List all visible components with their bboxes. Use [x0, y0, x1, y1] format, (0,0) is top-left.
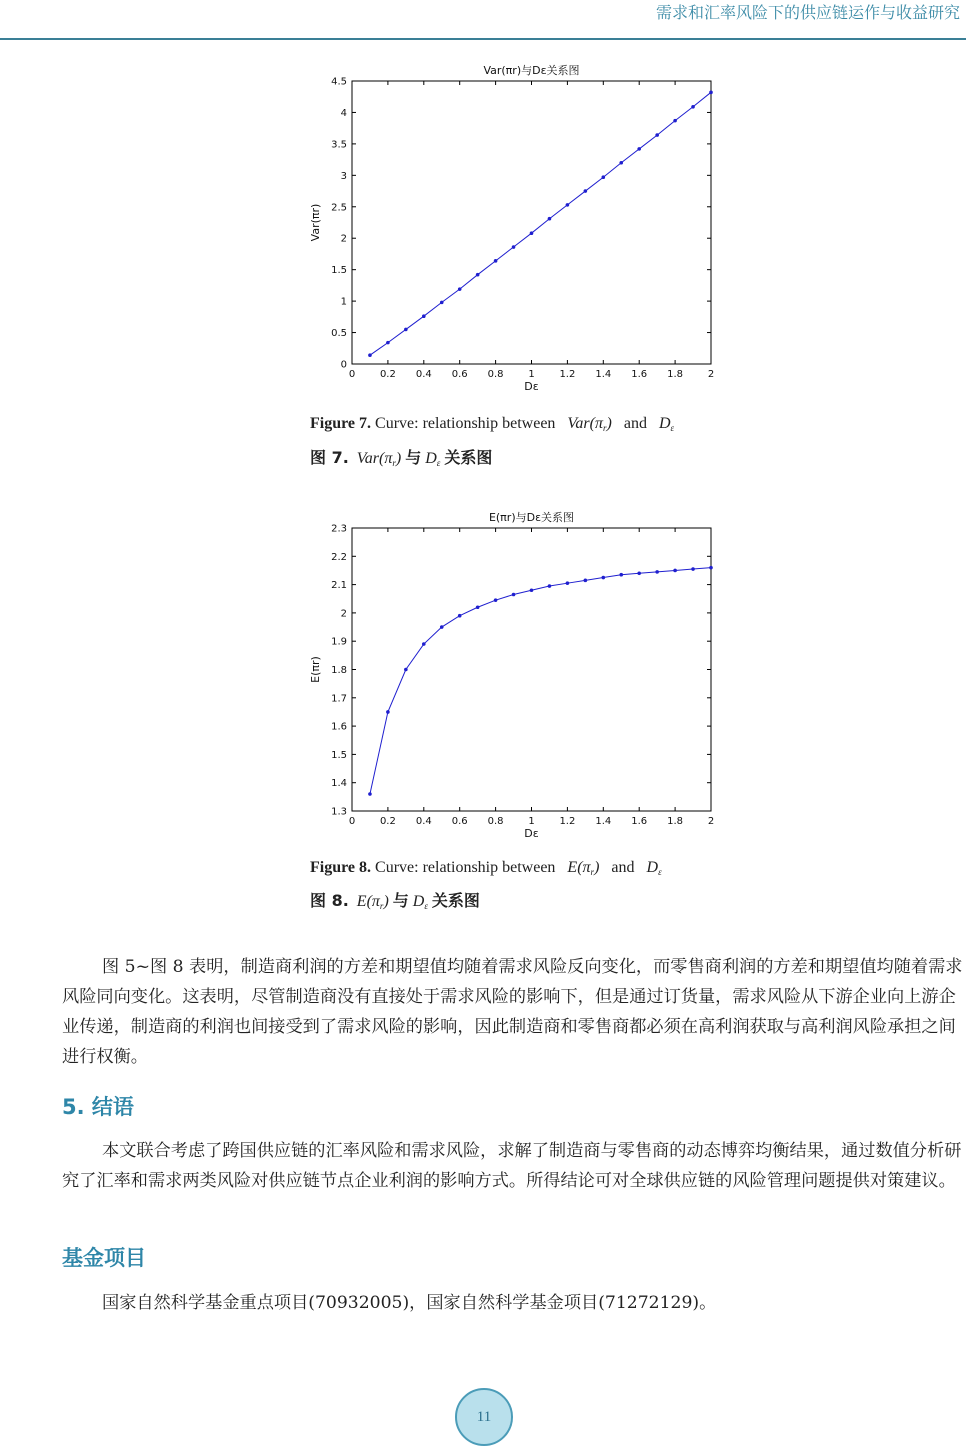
- figure-8-cn-math-left: E(π: [356, 893, 380, 910]
- paragraph-discussion: 图 5~图 8 表明，制造商利润的方差和期望值均随着需求风险反向变化，而零售商利润的方差和期望值均随着需求风险同向变化。这表明，尽管制造商没有直接处于需求风险的影响下，但是通过订货量，需求风险从下游企业向上游企业传递，制造商的利润也间接受到了需求风险的影响，因此制造商和零售商都必须在高利润获取与高利润风险承担之间进行权衡。: [62, 957, 963, 1067]
- x-tick-label: 0.2: [379, 816, 396, 827]
- data-point: [368, 353, 372, 357]
- x-tick-label: 2: [707, 816, 715, 827]
- x-axis-label: Dε: [524, 380, 539, 393]
- data-point: [458, 287, 462, 291]
- figure-7-and: and: [623, 415, 647, 432]
- figure-7-math-left-sub: r: [603, 423, 607, 433]
- figure-7-chart: [300, 56, 730, 396]
- figure-8-math-left-sub: r: [590, 867, 595, 877]
- data-point: [386, 710, 390, 714]
- y-tick-label: 1.4: [331, 778, 347, 790]
- x-tick-label: 1.6: [631, 816, 648, 827]
- figure-7-math-right-sub: ε: [670, 423, 675, 433]
- data-point: [584, 189, 588, 193]
- y-tick-label: 3.5: [331, 139, 347, 151]
- x-tick-label: 1: [528, 369, 535, 380]
- x-tick-label: 0.8: [487, 816, 504, 827]
- data-point: [530, 231, 534, 235]
- y-tick-label: 2.2: [331, 551, 347, 563]
- data-point: [494, 598, 498, 602]
- y-tick-label: 1: [340, 296, 347, 308]
- section-5-heading: 5. 结语: [62, 1095, 134, 1119]
- data-point: [584, 579, 588, 583]
- x-tick-label: 0.4: [415, 816, 432, 827]
- data-point: [494, 259, 498, 263]
- figure-8-label: Figure 8.: [310, 859, 372, 876]
- x-tick-label: 1.6: [631, 369, 648, 380]
- x-tick-label: 1.8: [667, 369, 684, 380]
- x-tick-label: 1.8: [667, 816, 684, 827]
- running-title: 需求和汇率风险下的供应链运作与收益研究: [655, 3, 960, 22]
- data-point: [404, 328, 408, 332]
- figure-8-cn-join: 与: [392, 891, 409, 910]
- data-point: [637, 571, 641, 575]
- data-point: [404, 668, 408, 672]
- y-tick-label: 1.5: [331, 749, 347, 761]
- y-tick-label: 2.5: [331, 202, 347, 214]
- y-tick-label: 4.5: [331, 76, 347, 88]
- figure-7-cn-math-right-sub: ε: [436, 458, 441, 468]
- x-tick-label: 2: [707, 369, 715, 380]
- data-point: [512, 593, 516, 597]
- figure-8-caption-en: [310, 859, 662, 877]
- header-rule: [0, 38, 966, 40]
- figure-8-cn-label: 图 8.: [310, 891, 349, 910]
- figure-8-math-left: E(π: [567, 859, 591, 876]
- figure-8-cn-math-right-sub: ε: [424, 901, 428, 911]
- figure-7-svg: [300, 56, 730, 396]
- plot-area: [352, 81, 711, 364]
- figure-8-chart: [300, 503, 730, 843]
- figure-8-math-right: D: [646, 859, 659, 876]
- data-point: [422, 642, 426, 646]
- chart-title: Var(πr)与Dε关系图: [483, 64, 580, 77]
- data-point: [512, 245, 516, 249]
- figure-8-cn-tail: 关系图: [431, 891, 480, 910]
- y-tick-label: 1.5: [331, 265, 347, 277]
- figure-7-cn-label: 图 7.: [310, 448, 349, 467]
- y-tick-label: 2: [340, 233, 347, 245]
- figure-8-cn-math-left-sub: r: [379, 901, 384, 911]
- y-tick-label: 1.9: [331, 636, 347, 648]
- data-point: [530, 588, 534, 592]
- data-point: [476, 605, 480, 609]
- y-tick-label: 0: [340, 359, 347, 371]
- figure-8-cn-math-right: D: [412, 893, 425, 910]
- y-tick-label: 2: [340, 608, 347, 620]
- x-axis-label: Dε: [524, 827, 539, 840]
- y-tick-label: 1.3: [331, 806, 347, 818]
- data-point: [440, 625, 444, 629]
- figure-7-caption-cn: [310, 445, 492, 468]
- figure-8-text: Curve: relationship between: [375, 859, 556, 876]
- paragraph-conclusion: 本文联合考虑了跨国供应链的汇率风险和需求风险，求解了制造商与零售商的动态博弈均衡结果，通过数值分析研究了汇率和需求两类风险对供应链节点企业利润的影响方式。所得结论可对全球供应链的风险管理问题提供对策建议。: [62, 1141, 962, 1191]
- data-point: [655, 570, 659, 574]
- x-tick-label: 0.6: [451, 369, 468, 380]
- data-point: [691, 105, 695, 109]
- figure-7-label: Figure 7.: [310, 415, 372, 432]
- data-point: [548, 217, 552, 221]
- page-number: 11: [455, 1388, 513, 1446]
- data-point: [619, 573, 623, 577]
- data-point: [422, 314, 426, 318]
- y-tick-label: 1.6: [331, 721, 347, 733]
- fund-heading: 基金项目: [62, 1246, 146, 1270]
- x-tick-label: 0.8: [487, 369, 504, 380]
- data-point: [619, 161, 623, 165]
- y-tick-label: 0.5: [331, 328, 347, 340]
- figure-7-cn-math-left-close: ): [395, 450, 402, 467]
- x-tick-label: 0: [348, 369, 356, 380]
- figure-7-cn-math-right: D: [425, 450, 437, 467]
- x-tick-label: 0.4: [415, 369, 432, 380]
- y-tick-label: 2.1: [331, 580, 347, 592]
- figure-8-caption-cn: [310, 888, 480, 911]
- data-point: [673, 119, 677, 123]
- data-point: [709, 566, 713, 570]
- x-tick-label: 1.2: [559, 369, 576, 380]
- y-tick-label: 2.3: [331, 523, 347, 535]
- x-tick-label: 1.2: [559, 816, 576, 827]
- figure-7-math-left: Var(π: [567, 415, 603, 432]
- data-point: [602, 576, 606, 580]
- figure-7-cn-math-left: Var(π: [356, 450, 393, 467]
- data-point: [368, 792, 372, 796]
- data-point: [566, 581, 570, 585]
- x-tick-label: 0.2: [379, 369, 396, 380]
- y-tick-label: 4: [340, 107, 347, 119]
- data-point: [637, 147, 641, 151]
- y-tick-label: 1.8: [331, 665, 347, 676]
- chart-title: E(πr)与Dε关系图: [488, 511, 575, 524]
- data-point: [673, 569, 677, 573]
- figure-7-cn-math-left-sub: r: [392, 458, 396, 468]
- x-tick-label: 1.4: [595, 816, 612, 827]
- figure-7-math-left-close: ): [606, 415, 612, 432]
- paragraph-funding: 国家自然科学基金重点项目(70932005)，国家自然科学基金项目(71272129)。: [102, 1293, 717, 1313]
- data-point: [566, 203, 570, 207]
- figure-7-math-right: D: [658, 415, 671, 432]
- x-tick-label: 1: [528, 816, 535, 827]
- x-tick-label: 0.6: [451, 816, 468, 827]
- figure-8-math-right-sub: ε: [658, 867, 662, 877]
- figure-7-caption-en: [310, 415, 674, 433]
- data-point: [602, 175, 606, 179]
- figure-7-cn-tail: 关系图: [444, 448, 493, 467]
- y-tick-label: 1.7: [331, 693, 347, 705]
- figure-8-svg: [300, 503, 730, 843]
- figure-8-and: and: [611, 859, 635, 876]
- y-axis-label: Var(πr): [309, 203, 322, 242]
- data-point: [476, 273, 480, 277]
- data-point: [548, 584, 552, 588]
- x-tick-label: 0: [348, 816, 356, 827]
- data-point: [386, 341, 390, 345]
- figure-7-text: Curve: relationship between: [375, 415, 556, 432]
- data-point: [655, 133, 659, 137]
- data-point: [691, 567, 695, 571]
- data-point: [440, 301, 444, 305]
- y-axis-label: E(πr): [309, 656, 322, 683]
- data-point: [709, 91, 713, 95]
- x-tick-label: 1.4: [595, 369, 612, 380]
- figure-8-math-left-close: ): [594, 859, 600, 876]
- y-tick-label: 3: [340, 170, 347, 182]
- data-point: [458, 614, 462, 618]
- figure-8-cn-math-left-close: ): [383, 893, 389, 910]
- figure-7-cn-join: 与: [405, 448, 422, 467]
